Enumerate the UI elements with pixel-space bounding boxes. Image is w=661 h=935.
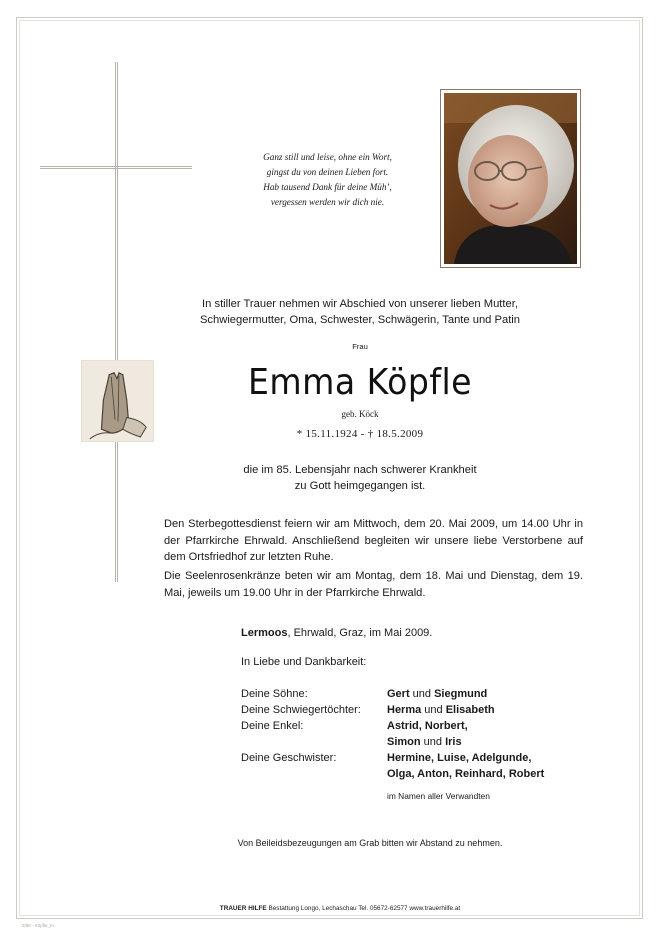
cross-horizontal-beam [40,166,192,169]
poem [200,150,455,210]
intro-text [150,296,570,328]
family-label: Deine Geschwister: [241,752,337,764]
family-names: Olga, Anton, Reinhard, Robert [387,768,545,780]
family-label: Deine Söhne: [241,688,308,700]
family-label: Deine Schwiegertöchter: [241,704,361,716]
family-names: Astrid, Norbert, [387,720,468,732]
family-row-grandchildren-cont [241,734,601,750]
poem-line: vergessen werden wir dich nie. [270,197,385,207]
salutation: Frau [352,342,368,351]
gratitude-line: In Liebe und Dankbarkeit: [241,656,367,668]
place-date-line [241,627,432,639]
undertaker-footer [150,905,530,912]
rosary-paragraph: Die Seelenrosenkränze beten wir am Montag, dem 18. Mai und Dienstag, dem 19. Mai, jeweils um 19.00 Uhr in der Pfarrkirche Ehrwald. [164,570,583,599]
place-rest: , Ehrwald, Graz, im Mai 2009. [287,627,433,639]
undertaker-brand: TRAUER HILFE [219,905,267,912]
family-names: Herma und Elisabeth [387,704,495,716]
praying-hands-image [81,360,154,442]
age-line: die im 85. Lebensjahr nach schwerer Krankheit [243,464,477,476]
family-row-grandchildren [241,718,601,734]
family-list [241,686,601,782]
family-names: Hermine, Luise, Adelgunde, [387,752,532,764]
poem-line: Ganz still und leise, ohne ein Wort, [263,152,392,162]
poem-line: gingst du von deinen Lieben fort. [266,167,389,177]
relatives-note: im Namen aller Verwandten [387,791,490,801]
family-names: Simon und Iris [387,736,462,748]
place-primary: Lermoos [241,627,288,639]
portrait-photo [440,89,581,268]
family-row-siblings [241,750,601,766]
family-row-sons [241,686,601,702]
deceased-name: Emma Köpfle [248,362,472,403]
life-dates: * 15.11.1924 - † 18.5.2009 [296,428,424,440]
birth-name: geb. Köck [341,409,379,419]
family-names: Gert und Siegmund [387,688,488,700]
undertaker-contact: Bestattung Longo, Lechaschau Tel. 05672-62577 www.trauerhilfe.at [266,905,461,912]
cross-vertical-beam [115,62,118,582]
print-code: 2/96 · Köpfle_m [22,923,54,928]
age-text [150,462,570,494]
family-label: Deine Enkel: [241,720,304,732]
intro-line: In stiller Trauer nehmen wir Abschied von unserer lieben Mutter, [202,298,518,310]
intro-line: Schwiegermutter, Oma, Schwester, Schwägerin, Tante und Patin [199,314,521,326]
poem-line: Hab tausend Dank für deine Müh’, [263,182,392,192]
closing-note: Von Beileidsbezeugungen am Grab bitten wir Abstand zu nehmen. [237,838,503,848]
funeral-service-paragraph: Den Sterbegottesdienst feiern wir am Mittwoch, dem 20. Mai 2009, um 14.00 Uhr in der Pfarrkirche Ehrwald. Anschließend begleiten wir unsere liebe Verstorbene auf dem Ortsfriedhof zur letzten Ruhe. [164,518,583,563]
age-line: zu Gott heimgegangen ist. [294,480,426,492]
family-row-siblings-cont [241,766,601,782]
family-row-inlaws [241,702,601,718]
